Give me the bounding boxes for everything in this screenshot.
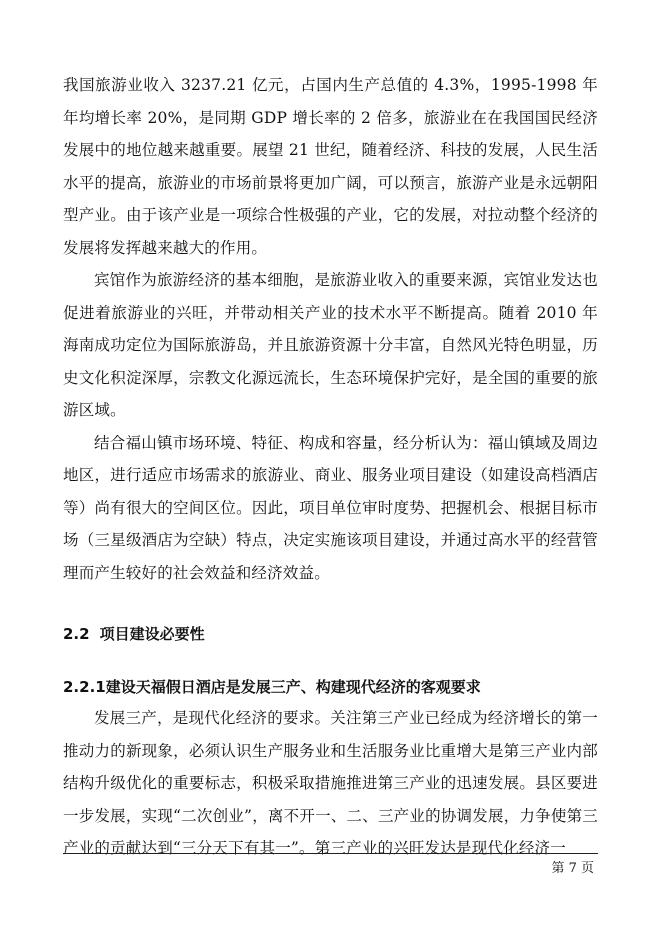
section-heading-2-2 [63,619,598,649]
paragraph-hotel-role: 宾馆作为旅游经济的基本细胞，是旅游业收入的重要来源，宾馆业发达也促进着旅游业的兴旺，并带动相关产业的技术水平不断提高。随着 2010 年海南成功定位为国际旅游岛，并且旅游资源十分丰富，自然风光特色明显，历史文化积淀深厚，宗教文化源远流长，生态环境保护完好，是全国的重要的旅游区域。 [63,271,598,419]
document-body [63,69,598,865]
section-title: 项目建设必要性 [99,625,205,643]
paragraph-tourism-income: 我国旅游业收入 3237.21 亿元，占国内生产总值的 4.3%，1995-1998 年年均增长率 20%，是同期 GDP 增长率的 2 倍多，旅游业在在我国国民经济发展中的地位越来越重要。展望 21 世纪，随着经济、科技的发展，人民生活水平的提高，旅游业的市场前景将更加广阔，可以预言，旅游产业是永远朝阳型产业。由于该产业是一项综合性极强的产业，它的发展，对拉动整个经济的发展将发挥越来越大的作用。 [63,76,598,257]
paragraph-tertiary-industry: 发展三产，是现代化经济的要求。关注第三产业已经成为经济增长的第一推动力的新现象，必须认识生产服务业和生活服务业比重增大是第三产业内部结构升级优化的重要标志，积极采取措施推进第三产业的迅速发展。县区要进一步发展，实现“二次创业”，离不开一、二、三产业的协调发展，力争使第三产业的贡献达到“三分天下有其一”。第三产业的兴旺发达是现代化经济一 [63,709,598,857]
section-number: 2.2 [63,625,90,643]
paragraph-market-analysis: 结合福山镇市场环境、特征、构成和容量，经分析认为：福山镇域及周边地区，进行适应市场需求的旅游业、商业、服务业项目建设（如建设高档酒店等）尚有很大的空间区位。因此，项目单位审时度势、把握机会、根据目标市场（三星级酒店为空缺）特点，决定实施该项目建设，并通过高水平的经营管理而产生较好的社会效益和经济效益。 [63,433,598,582]
section-heading-2-2-1 [63,672,598,702]
page-number: 第 7 页 [551,861,594,876]
subsection-number: 2.2.1 [63,678,106,696]
footer-divider [63,853,598,854]
subsection-title: 建设天福假日酒店是发展三产、构建现代经济的客观要求 [105,678,481,696]
